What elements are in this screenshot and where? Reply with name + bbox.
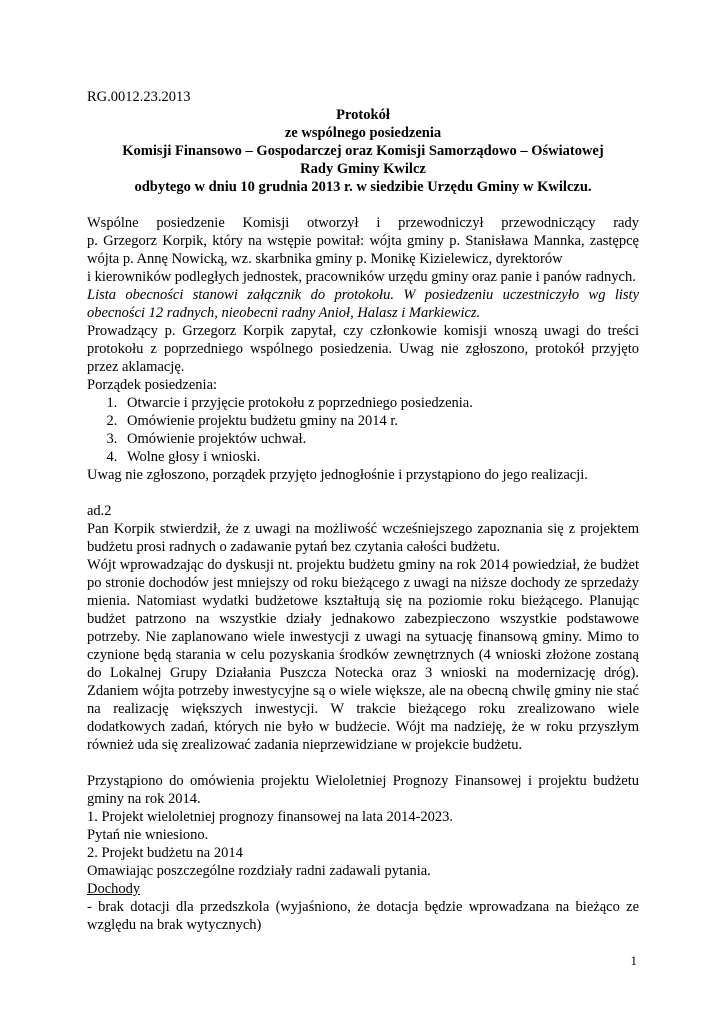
minutes-approval: Prowadzący p. Grzegorz Korpik zapytał, czy członkowie komisji wnoszą uwagi do treści protokołu z poprzedniego wspólnego posiedzenia. Uwag nie zgłoszono, protokół przyjęto przez aklamację. <box>87 323 639 375</box>
ad2-paragraph-2: Wójt wprowadzając do dyskusji nt. projektu budżetu gminy na rok 2014 powiedział, że budżet po stronie dochodów jest mniejszy od roku bieżącego z uwagi na niższe dochody ze sprzedaży mienia. Natomiast wydatki budżetowe kształtują się na poziomie roku bieżącego. Planując budżet patrzono na wszystkie działy jednakowo zabezpieczono wszystkie podstawowe potrzeby. Nie zaplanowano wiele inwestycji z uwagi na sytuację finansową gminy. Mimo to czynione będą starania w celu pozyskania środków zewnętrznych (4 wnioski złożone zostaną do Lokalnej Grupy Działania Puszcza Notecka oraz 3 wnioski na modernizację dróg). Zdaniem wójta potrzeby inwestycyjne są o wiele większe, ale na obecną chwilę gminy nie stać na realizację większych inwestycji. W trakcie bieżącego roku zrealizowano wiele dodatkowych zadań, których nie było w budżecie. Wójt ma nadzieję, że w roku przyszłym również uda się zrealizować zadania nieprzewidziane w projekcie budżetu. <box>87 557 639 753</box>
page-number: 1 <box>630 953 637 968</box>
wpf-item-1-note: Pytań nie wniesiono. <box>87 827 209 843</box>
intro-paragraph-line1: Wspólne posiedzenie Komisji otworzył i przewodniczył przewodniczący rady <box>87 215 639 231</box>
intro-paragraph-rest: i kierowników podległych jednostek, pracowników urzędu gminy oraz panie i panów radnych. <box>87 269 636 285</box>
attendance-note: Lista obecności stanowi załącznik do protokołu. W posiedzeniu uczestniczyło wg listy obecności 12 radnych, nieobecni radny Anioł, Halasz i Markiewicz. <box>87 287 639 321</box>
agenda-accepted: Uwag nie zgłoszono, porządek przyjęto jednogłośnie i przystąpiono do jego realizacji. <box>87 467 588 483</box>
document-header <box>87 106 639 196</box>
document-page <box>87 88 639 934</box>
agenda-item: 4. Wolne głosy i wnioski. <box>121 448 639 466</box>
document-reference: RG.0012.23.2013 <box>87 89 191 105</box>
header-title: Protokół <box>336 107 390 123</box>
header-subtitle: ze wspólnego posiedzenia <box>284 125 442 141</box>
agenda-item: 1. Otwarcie i przyjęcie protokołu z poprzedniego posiedzenia. <box>121 394 639 412</box>
wpf-item-2-note: Omawiając poszczególne rozdziały radni zadawali pytania. <box>87 863 431 879</box>
agenda-item: 2. Omówienie projektu budżetu gminy na 2014 r. <box>121 412 639 430</box>
agenda-item: 3. Omówienie projektów uchwał. <box>121 430 639 448</box>
wpf-item-2: 2. Projekt budżetu na 2014 <box>87 845 243 861</box>
section-label-ad2: ad.2 <box>87 503 112 519</box>
header-council: Rady Gminy Kwilcz <box>300 161 426 177</box>
agenda-title: Porządek posiedzenia: <box>87 377 218 393</box>
intro-paragraph-line3: wójta p. Annę Nowicką, wz. skarbnika gminy p. Monikę Kizielewicz, dyrektorów <box>87 251 563 267</box>
header-committees: Komisji Finansowo – Gospodarczej oraz Komisji Samorządowo – Oświatowej <box>122 143 604 159</box>
income-heading: Dochody <box>87 881 141 897</box>
wpf-intro: Przystąpiono do omówienia projektu Wieloletniej Prognozy Finansowej i projektu budżetu gminy na rok 2014. <box>87 773 639 807</box>
intro-paragraph-line2: p. Grzegorz Korpik, który na wstępie powitał: wójta gminy p. Stanisława Mannka, zastępcę <box>87 233 639 249</box>
header-date-place: odbytego w dniu 10 grudnia 2013 r. w siedzibie Urzędu Gminy w Kwilczu. <box>134 179 592 195</box>
ad2-paragraph-1: Pan Korpik stwierdził, że z uwagi na możliwość wcześniejszego zapoznania się z projektem budżetu prosi radnych o zadawanie pytań bez czytania całości budżetu. <box>87 521 639 555</box>
agenda-list <box>87 394 639 466</box>
income-item: - brak dotacji dla przedszkola (wyjaśniono, że dotacja będzie wprowadzana na bieżąco ze względu na brak wytycznych) <box>87 899 639 933</box>
wpf-item-1: 1. Projekt wieloletniej prognozy finansowej na lata 2014-2023. <box>87 809 454 825</box>
